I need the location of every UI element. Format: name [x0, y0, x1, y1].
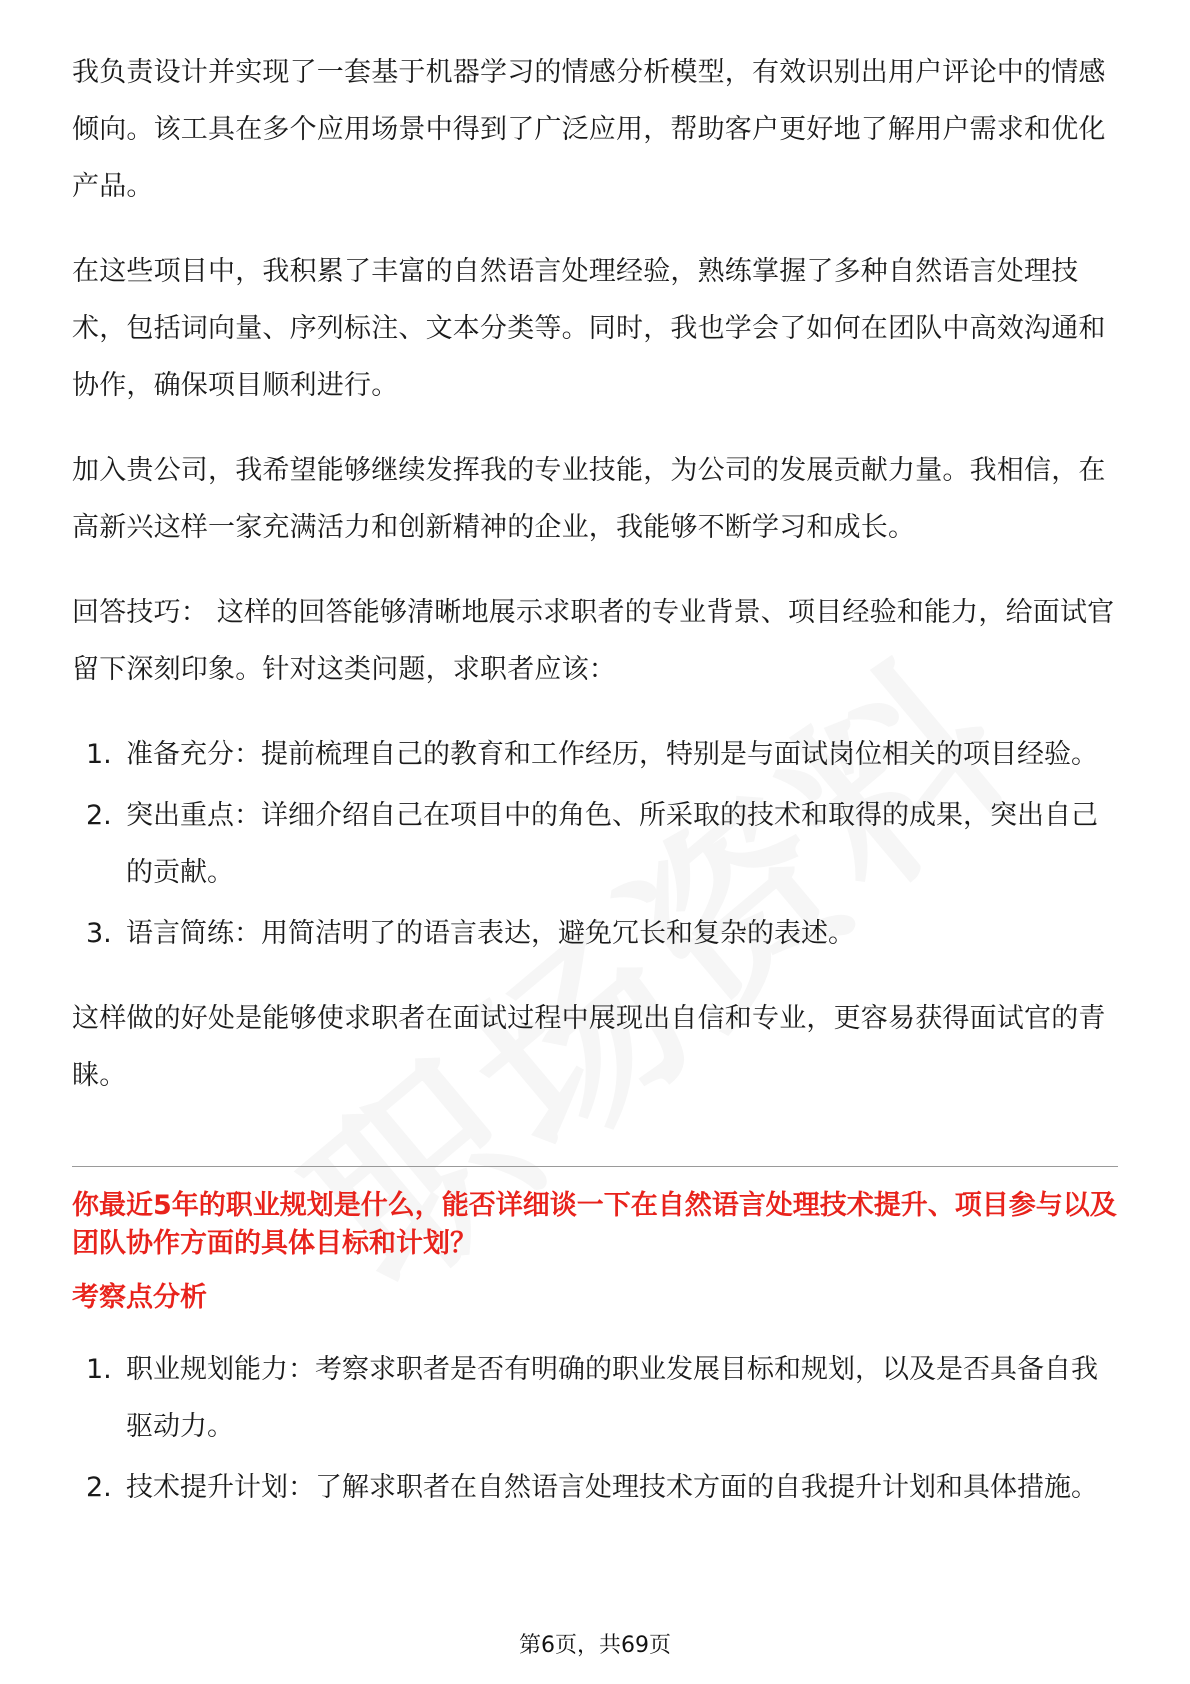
- list-item: [72, 787, 1118, 901]
- list-number: 3.: [86, 918, 112, 949]
- list-item: [72, 905, 1118, 962]
- list-item-text: 准备充分：提前梳理自己的教育和工作经历，特别是与面试岗位相关的项目经验。: [126, 739, 1098, 770]
- analysis-list: [72, 1341, 1118, 1516]
- paragraph-experience: 在这些项目中，我积累了丰富的自然语言处理经验，熟练掌握了多种自然语言处理技术，包括词向量、序列标注、文本分类等。同时，我也学会了如何在团队中高效沟通和协作，确保项目顺利进行。: [72, 256, 1106, 401]
- tips-list: [72, 726, 1118, 962]
- list-number: 2.: [86, 1472, 112, 1503]
- paragraph-project-sentiment: 我负责设计并实现了一套基于机器学习的情感分析模型，有效识别出用户评论中的情感倾向。该工具在多个应用场景中得到了广泛应用，帮助客户更好地了解用户需求和优化产品。: [72, 57, 1106, 202]
- list-item: [72, 1341, 1118, 1455]
- list-item: [72, 1459, 1118, 1516]
- list-item-text: 突出重点：详细介绍自己在项目中的角色、所采取的技术和取得的成果，突出自己的贡献。: [126, 800, 1098, 888]
- interview-question: 你最近5年的职业规划是什么，能否详细谈一下在自然语言处理技术提升、项目参与以及团队协作方面的具体目标和计划？: [72, 1190, 1117, 1259]
- list-item-text: 职业规划能力：考察求职者是否有明确的职业发展目标和规划，以及是否具备自我驱动力。: [126, 1354, 1098, 1442]
- list-number: 1.: [86, 739, 112, 770]
- paragraph-motivation: 加入贵公司，我希望能够继续发挥我的专业技能，为公司的发展贡献力量。我相信，在高新兴这样一家充满活力和创新精神的企业，我能够不断学习和成长。: [72, 455, 1106, 543]
- page-content: [72, 44, 1118, 1544]
- paragraph-answer-tips: 回答技巧： 这样的回答能够清晰地展示求职者的专业背景、项目经验和能力，给面试官留下深刻印象。针对这类问题，求职者应该：: [72, 597, 1115, 685]
- list-item: [72, 726, 1118, 783]
- list-number: 2.: [86, 800, 112, 831]
- paragraph-closing: 这样做的好处是能够使求职者在面试过程中展现出自信和专业，更容易获得面试官的青睐。: [72, 1003, 1106, 1091]
- list-number: 1.: [86, 1354, 112, 1385]
- section-divider: [72, 1166, 1118, 1167]
- list-item-text: 语言简练：用简洁明了的语言表达，避免冗长和复杂的表述。: [126, 918, 855, 949]
- page-footer: 第6页，共69页: [519, 1633, 671, 1658]
- analysis-title: 考察点分析: [72, 1282, 207, 1313]
- list-item-text: 技术提升计划：了解求职者在自然语言处理技术方面的自我提升计划和具体措施。: [126, 1472, 1098, 1503]
